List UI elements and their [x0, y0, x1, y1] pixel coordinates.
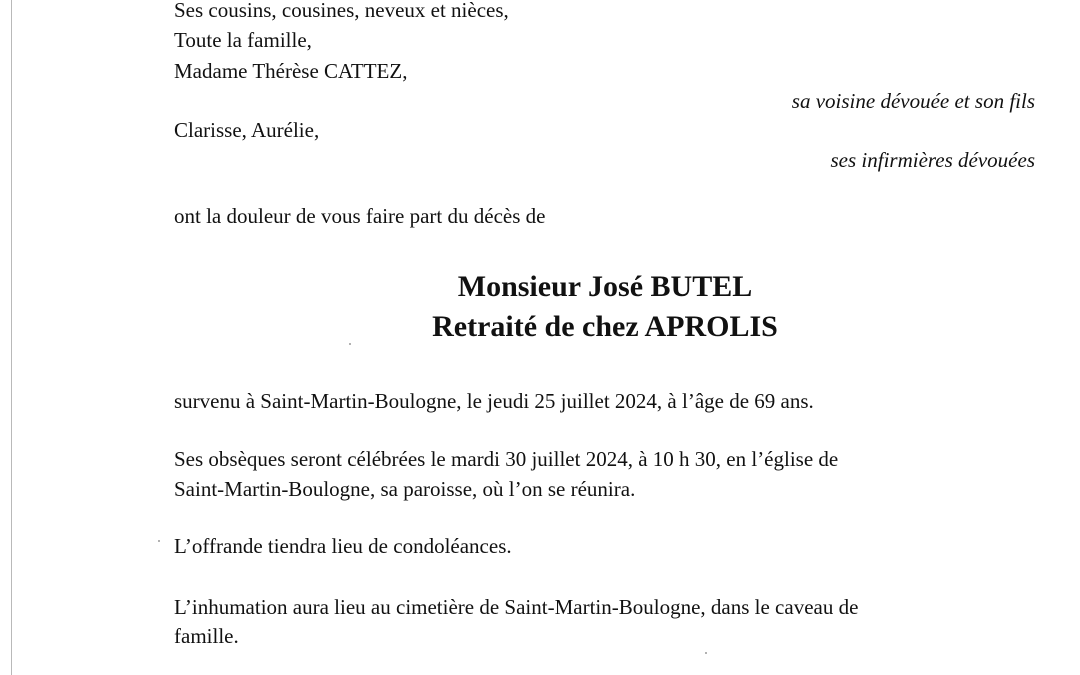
scan-speck — [349, 343, 351, 345]
burial-line-1: L’inhumation aura lieu au cimetière de Saint-Martin-Boulogne, dans le caveau de — [174, 595, 859, 619]
funeral-line-2: Saint-Martin-Boulogne, sa paroisse, où l’on se réunira. — [174, 477, 636, 501]
family-line-therese-cattez: Madame Thérèse CATTEZ, — [174, 59, 408, 83]
scan-speck — [158, 540, 160, 542]
death-details: survenu à Saint-Martin-Boulogne, le jeudi 25 juillet 2024, à l’âge de 69 ans. — [174, 389, 814, 413]
deceased-title: Retraité de chez APROLIS — [432, 310, 778, 343]
burial-line-2: famille. — [174, 624, 239, 648]
nurses-names: Clarisse, Aurélie, — [174, 118, 320, 142]
offering-line: L’offrande tiendra lieu de condoléances. — [174, 534, 512, 558]
funeral-line-1: Ses obsèques seront célébrées le mardi 30 juillet 2024, à 10 h 30, en l’église de — [174, 447, 839, 471]
announcement-line: ont la douleur de vous faire part du décès de — [174, 204, 546, 228]
family-line-whole-family: Toute la famille, — [174, 28, 312, 52]
scan-speck — [705, 652, 707, 654]
cattez-relationship-note: sa voisine dévouée et son fils — [791, 89, 1035, 113]
family-line-cousins: Ses cousins, cousines, neveux et nièces, — [174, 0, 509, 22]
nurses-relationship-note: ses infirmières dévouées — [830, 148, 1035, 172]
deceased-name: Monsieur José BUTEL — [457, 270, 753, 303]
